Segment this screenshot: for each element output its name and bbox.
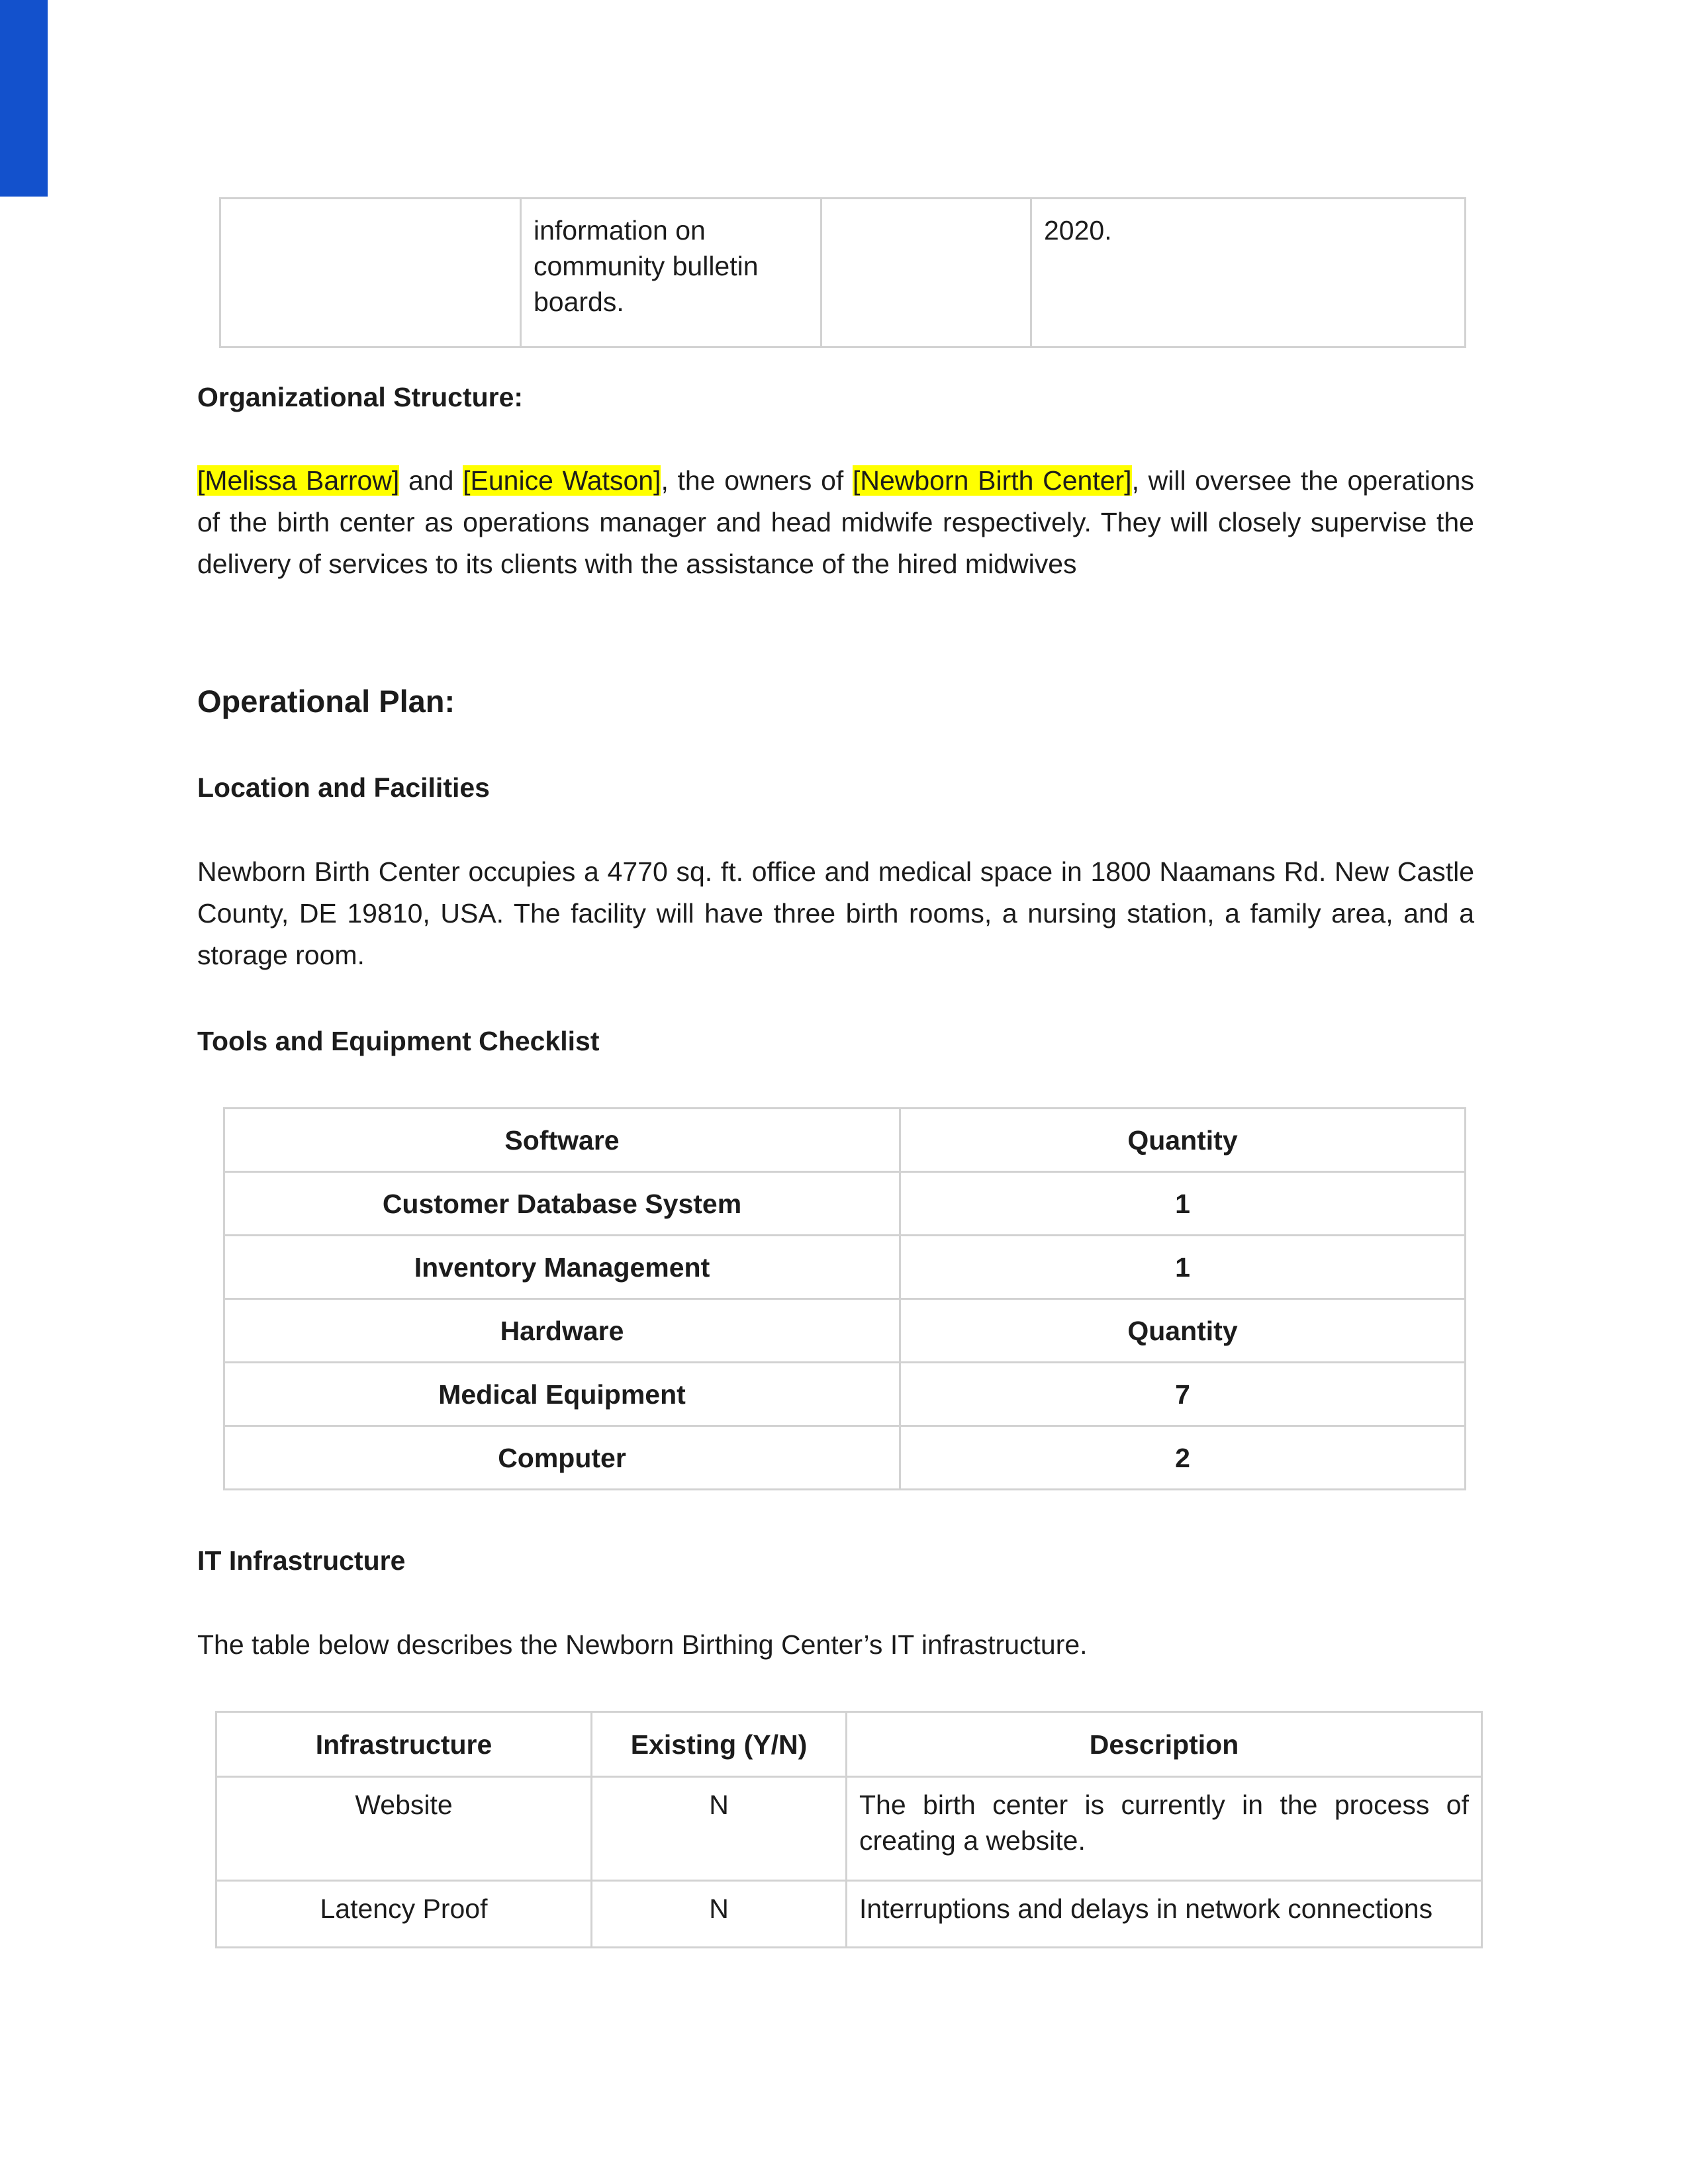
table-row — [224, 1363, 1466, 1426]
owner-name-placeholder: [Eunice Watson] — [463, 465, 661, 496]
table-cell: Medical Equipment — [224, 1363, 900, 1426]
owner-name-placeholder: [Melissa Barrow] — [197, 465, 400, 496]
table-cell: Inventory Management — [224, 1236, 900, 1299]
location-paragraph: Newborn Birth Center occupies a 4770 sq. ft. office and medical space in 1800 Naamans Rd. New Castle County, DE 19810, USA. The facility will have three birth rooms, a nursing station, a family area, and a storage room. — [197, 856, 1474, 970]
table-header-cell: Quantity — [900, 1109, 1466, 1172]
table-cell: 2020. — [1031, 199, 1466, 347]
paragraph-text: , the owners of — [661, 465, 853, 496]
table-header-cell: Software — [224, 1109, 900, 1172]
continuation-table — [219, 197, 1466, 348]
paragraph-text: , will oversee the operations of the birth center as operations manager and head midwife respectively. They will closely supervise the delivery of services to its clients with the assistance of the hired midwives — [197, 465, 1474, 579]
table-header-cell: Infrastructure — [216, 1712, 592, 1777]
table-row — [216, 1777, 1482, 1881]
table-row — [224, 1426, 1466, 1490]
table-cell: Latency Proof — [216, 1881, 592, 1948]
business-name-placeholder: [Newborn Birth Center] — [852, 465, 1132, 496]
table-row — [216, 1881, 1482, 1948]
paragraph-text: and — [399, 465, 463, 496]
it-infrastructure-table — [215, 1711, 1483, 1948]
table-cell: N — [592, 1881, 847, 1948]
operational-plan-heading: Operational Plan: — [197, 684, 455, 719]
table-header-row — [224, 1109, 1466, 1172]
org-structure-paragraph — [197, 460, 1474, 585]
table-cell: Computer — [224, 1426, 900, 1490]
table-cell: N — [592, 1777, 847, 1881]
table-header-row — [216, 1712, 1482, 1777]
org-structure-heading: Organizational Structure: — [197, 382, 524, 412]
table-row — [220, 199, 1466, 347]
table-header-cell: Description — [847, 1712, 1482, 1777]
table-header-cell: Hardware — [224, 1299, 900, 1363]
table-cell: The birth center is currently in the process of creating a website. — [847, 1777, 1482, 1881]
table-row — [224, 1236, 1466, 1299]
table-header-row — [224, 1299, 1466, 1363]
tools-equipment-table — [223, 1107, 1466, 1490]
table-cell: 7 — [900, 1363, 1466, 1426]
it-infrastructure-heading: IT Infrastructure — [197, 1545, 406, 1576]
table-cell: information on community bulletin boards. — [521, 199, 821, 347]
table-cell — [220, 199, 521, 347]
table-cell: Interruptions and delays in network connections — [847, 1881, 1482, 1948]
location-heading: Location and Facilities — [197, 772, 490, 803]
table-cell: 1 — [900, 1172, 1466, 1236]
table-cell: Website — [216, 1777, 592, 1881]
tools-heading: Tools and Equipment Checklist — [197, 1026, 600, 1056]
table-cell: 1 — [900, 1236, 1466, 1299]
table-row — [224, 1172, 1466, 1236]
accent-bar — [0, 0, 48, 197]
it-intro-paragraph: The table below describes the Newborn Birthing Center’s IT infrastructure. — [197, 1629, 1088, 1660]
table-cell: Customer Database System — [224, 1172, 900, 1236]
table-cell — [821, 199, 1031, 347]
table-header-cell: Existing (Y/N) — [592, 1712, 847, 1777]
table-cell: 2 — [900, 1426, 1466, 1490]
table-header-cell: Quantity — [900, 1299, 1466, 1363]
